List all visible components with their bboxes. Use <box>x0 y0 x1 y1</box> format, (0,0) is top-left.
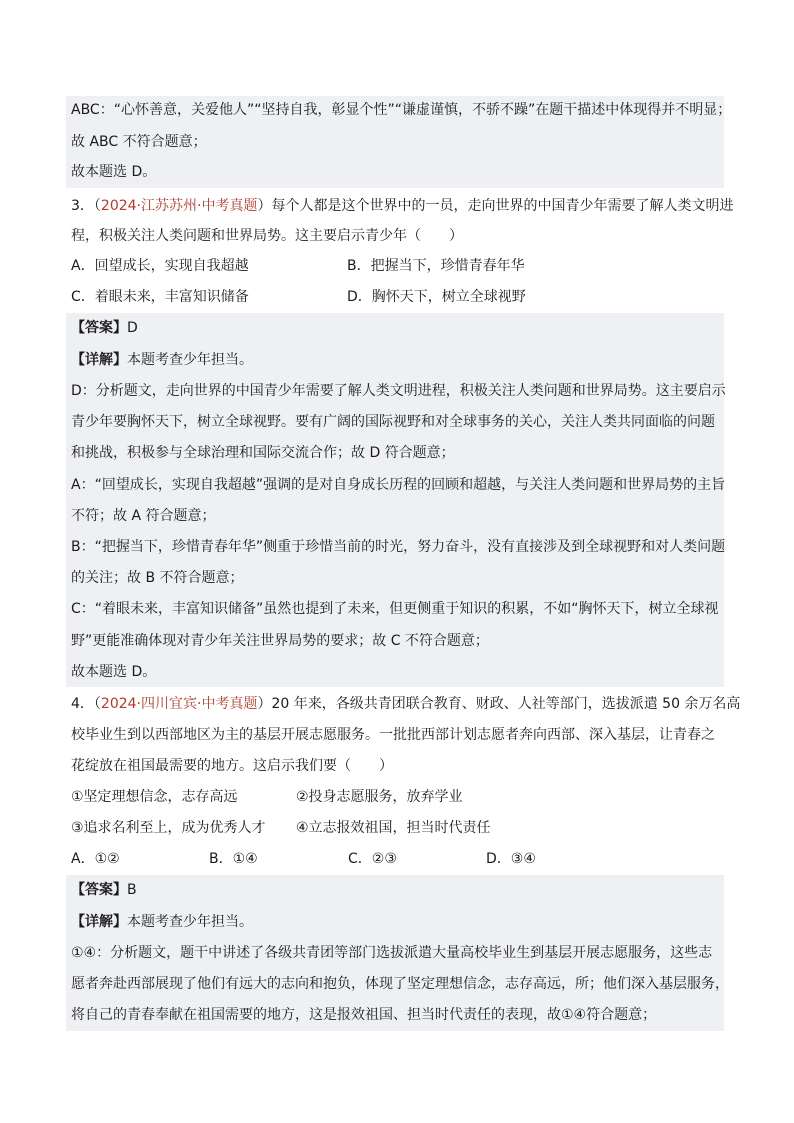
q4-item-1: ①坚定理想信念，志存高远 <box>71 789 238 805</box>
q3-explanation-line: 和挑战，积极参与全球治理和国际交流合作；故 D 符合题意； <box>71 445 455 461</box>
q3-explanation-line: D：分析题文，走向世界的中国青少年需要了解人类文明进程，积极关注人类问题和世界局势。这主要启示 <box>71 383 726 399</box>
q3-option-b: B．把握当下，珍惜青春年华 <box>347 258 525 274</box>
q3-conclusion: 故本题选 D。 <box>71 664 157 680</box>
q3-explanation-line: 野”更能准确体现对青少年关注世界局势的要求；故 C 不符合题意； <box>71 633 489 649</box>
q3-explanation-line: C：“着眼未来，丰富知识储备”虽然也提到了未来，但更侧重于知识的积累，不如“胸怀天下，树立全球视 <box>71 601 719 617</box>
answer-label: 【答案】 <box>71 882 127 898</box>
q3-stem-text: ）每个人都是这个世界中的一员，走向世界的中国青少年需要了解人类文明进 <box>257 198 734 214</box>
q3-explanation-line: B：“把握当下，珍惜青春年华”侧重于珍惜当前的时光，努力奋斗，没有直接涉及到全球视野和对人类问题 <box>71 539 726 555</box>
detail-label: 【详解】 <box>71 352 127 368</box>
q4-choice-d: D．③④ <box>486 851 536 867</box>
q4-choice-b: B．①④ <box>209 851 258 867</box>
answer-value: D <box>127 320 138 336</box>
q4-source: 2024·四川宜宾·中考真题 <box>100 696 258 712</box>
q4-choice-c: C．②③ <box>348 851 397 867</box>
q4-stem-line: 校毕业生到以西部地区为主的基层开展志愿服务。一批批西部计划志愿者奔向西部、深入基层，让青春之 <box>71 727 715 743</box>
q4-explanation-line: 愿者奔赴西部展现了他们有远大的志向和抱负，体现了坚定理想信念，志存高远，所；他们深入基层服务， <box>71 976 729 992</box>
q3-option-a: A．回望成长，实现自我超越 <box>71 258 249 274</box>
q4-choice-a: A．①② <box>71 851 120 867</box>
q3-option-c: C．着眼未来，丰富知识储备 <box>71 289 249 305</box>
detail-intro: 本题考查少年担当。 <box>127 914 253 930</box>
answer-value: B <box>127 882 137 898</box>
q4-answer <box>71 880 137 900</box>
q4-item-3: ③追求名利至上，成为优秀人才 <box>71 820 266 836</box>
q3-answer <box>71 318 138 338</box>
q2-explanation-line: 故 ABC 不符合题意； <box>71 134 207 150</box>
q3-stem-line <box>71 196 733 216</box>
q2-explanation-line: ABC：“心怀善意，关爱他人”“坚持自我，彰显个性”“谦虚谨慎，不骄不躁”在题干描述中体现得并不明显； <box>71 102 732 118</box>
q4-stem-text: ）20 年来，各级共青团联合教育、财政、人社等部门，选拔派遣 50 余万名高 <box>257 696 741 712</box>
q4-item-4: ④立志报效祖国，担当时代责任 <box>296 820 491 836</box>
answer-label: 【答案】 <box>71 320 127 336</box>
q4-detail <box>71 912 253 932</box>
q3-explanation-line: 不符；故 A 符合题意； <box>71 508 216 524</box>
q4-explanation-line: ①④：分析题文，题干中讲述了各级共青团等部门选拔派遣大量高校毕业生到基层开展志愿服务，这些志 <box>71 945 713 961</box>
q3-number: 3．（ <box>71 198 101 214</box>
q3-stem-line: 程，积极关注人类问题和世界局势。这主要启示青少年（ ） <box>71 228 463 244</box>
q4-number: 4．（ <box>71 696 101 712</box>
q4-explanation-line: 将自己的青春奉献在祖国需要的地方，这是报效祖国、担当时代责任的表现，故①④符合题意； <box>71 1007 657 1023</box>
q3-source: 2024·江苏苏州·中考真题 <box>100 198 258 214</box>
detail-label: 【详解】 <box>71 914 127 930</box>
detail-intro: 本题考查少年担当。 <box>127 352 253 368</box>
q3-explanation-line: 的关注；故 B 不符合题意； <box>71 570 244 586</box>
q3-explanation-line: A：“回望成长，实现自我超越”强调的是对自身成长历程的回顾和超越，与关注人类问题和世界局势的主旨 <box>71 477 726 493</box>
q2-conclusion: 故本题选 D。 <box>71 164 157 180</box>
q3-detail <box>71 350 253 370</box>
q3-explanation-line: 青少年要胸怀天下，树立全球视野。要有广阔的国际视野和对全球事务的关心，关注人类共同面临的问题 <box>71 414 715 430</box>
q4-stem-line: 花绽放在祖国最需要的地方。这启示我们要（ ） <box>71 758 393 774</box>
q3-option-d: D．胸怀天下，树立全球视野 <box>347 289 526 305</box>
q4-stem-line <box>71 694 740 714</box>
q4-item-2: ②投身志愿服务，放弃学业 <box>296 789 463 805</box>
